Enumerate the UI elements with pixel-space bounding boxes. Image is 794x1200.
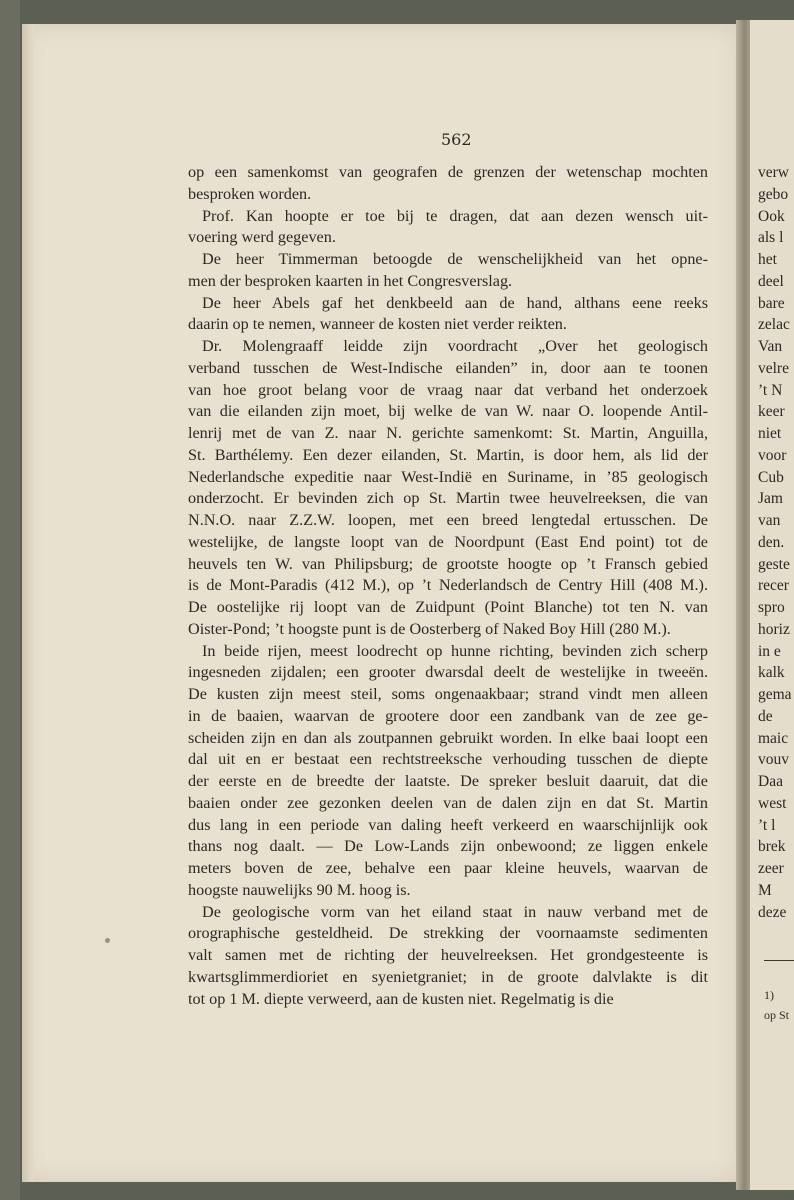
text-line: voering werd gegeven. <box>188 228 336 247</box>
book-gutter <box>736 20 750 1190</box>
facing-page-line: bare <box>758 294 785 312</box>
facing-page-line: vouv <box>758 751 789 769</box>
facing-page-line: brek <box>758 838 786 856</box>
facing-page-footnote <box>764 985 789 1025</box>
text-line: men der besproken kaarten in het Congresverslag. <box>188 271 513 290</box>
text-line: De heer Abels gaf het denkbeeld aan de hand, althans eene reeks <box>202 293 708 312</box>
text-line: dal uit en er bestaat een rechtstreeksche verhouding tusschen de diepte <box>188 750 708 769</box>
facing-page-line: velre <box>758 359 789 377</box>
text-line: heuvels ten W. van Philipsburg; de grootste hoogte op ’t Fransch gebied <box>188 554 708 573</box>
text-line: meters boven de zee, behalve een paar kleine heuvels, waarvan de <box>188 859 708 877</box>
text-line: in de baaien, waarvan de grootere door een zandbank van de zee ge- <box>188 706 708 725</box>
facing-page-text <box>758 162 794 923</box>
paragraph <box>188 641 708 902</box>
text-line: N.N.O. naar Z.Z.W. loopen, met een breed lengtedal ertusschen. De <box>188 511 708 529</box>
body-text <box>188 162 708 1010</box>
facing-page-line: keer <box>758 403 785 421</box>
facing-page-line: Cub <box>758 468 784 486</box>
text-line: De oostelijke rij loopt van de Zuidpunt (Point Blanche) tot ten N. van <box>188 598 708 616</box>
text-line: valt samen met de richting der heuvelreeksen. Het grondgesteente is <box>188 946 708 964</box>
text-line: ingesneden zijdalen; een grooter dwarsdal deelt de westelijke in tweeën. <box>188 663 708 682</box>
facing-page-line: ’t N <box>758 381 783 399</box>
page-edge <box>22 24 34 1182</box>
facing-page-line: deel <box>758 272 784 290</box>
paragraph <box>188 902 708 1011</box>
facing-page-line: Ook <box>758 207 785 225</box>
paper-speck <box>105 938 110 943</box>
facing-page-line: geste <box>758 555 790 573</box>
facing-footnote-line: op St <box>764 1008 790 1022</box>
text-line: kwartsglimmerdioriet en syenietgraniet; in de groote dalvlakte is dit <box>188 967 708 986</box>
text-line: westelijke, de langste loopt van de Noordpunt (East End point) tot de <box>188 532 708 551</box>
text-line: De kusten zijn meest steil, soms ongenaakbaar; strand vindt men alleen <box>188 685 708 703</box>
text-line: dus lang in een periode van daling heeft verkeerd en waarschijnlijk ook <box>188 815 708 834</box>
facing-footnote-line: 1) <box>764 988 774 1002</box>
text-line: In beide rijen, meest loodrecht op hunne richting, bevinden zich scherp <box>202 641 708 660</box>
text-line: scheiden zijn en dan als zoutpannen gebruikt worden. In elke baai loopt een <box>188 728 708 747</box>
text-line: De geologische vorm van het eiland staat in nauw verband met de <box>202 902 708 921</box>
text-line: St. Barthélemy. Een dezer eilanden, St. Martin, is door hem, als lid der <box>188 445 708 464</box>
text-line: daarin op te nemen, wanneer de kosten niet verder reikten. <box>188 315 567 334</box>
facing-page-line: het <box>758 251 777 268</box>
text-line: baaien onder zee gezonken deelen van de dalen zijn en dat St. Martin <box>188 793 708 812</box>
text-line: onderzocht. Er bevinden zich op St. Martin twee heuvelreeksen, die van <box>188 489 708 508</box>
text-line: is de Mont-Paradis (412 M.), op ’t Nederlandsch de Centry Hill (408 M.). <box>188 576 708 595</box>
background-left <box>0 0 20 1200</box>
facing-page-line: deze <box>758 903 787 921</box>
text-line: thans nog daalt. — De Low-Lands zijn onbewoond; ze liggen enkele <box>188 837 708 856</box>
text-line: De heer Timmerman betoogde de wenschelijkheid van het opne- <box>202 250 708 268</box>
facing-page-line: recer <box>758 577 789 595</box>
facing-page-line: in e <box>758 642 781 660</box>
text-line: lenrij met de van Z. naar N. gerichte samenkomt: St. Martin, Anguilla, <box>188 424 708 442</box>
facing-page-line: zeer <box>758 860 784 877</box>
facing-page-line: M <box>758 881 772 899</box>
facing-page-line: spro <box>758 599 785 616</box>
paragraph <box>188 206 708 250</box>
facing-page-line: kalk <box>758 664 785 682</box>
text-line: Oister-Pond; ’t hoogste punt is de Oosterberg of Naked Boy Hill (280 M.). <box>188 619 671 638</box>
text-line: op een samenkomst van geografen de grenzen der wetenschap mochten <box>188 163 708 181</box>
facing-page-line: de <box>758 707 773 725</box>
facing-page-line: gebo <box>758 185 789 203</box>
text-line: tot op 1 M. diepte verweerd, aan de kusten niet. Regelmatig is die <box>188 989 614 1008</box>
text-line: Nederlandsche expeditie naar West-Indië en Suriname, in ’85 geologisch <box>188 467 708 486</box>
facing-page-line: gema <box>758 686 792 703</box>
facing-page-line: Van <box>758 338 783 355</box>
text-line: van die eilanden zijn moet, bij welke de van W. naar O. loopende Antil- <box>188 402 708 421</box>
facing-page-line: horiz <box>758 620 790 638</box>
paragraph <box>188 162 708 206</box>
facing-page-line: als l <box>758 229 784 247</box>
facing-page-line: den. <box>758 533 785 551</box>
paragraph <box>188 293 708 337</box>
footnote-rule <box>764 960 794 961</box>
paragraph <box>188 249 708 293</box>
text-line: Dr. Molengraaff leidde zijn voordracht „Over het geologisch <box>202 337 708 355</box>
facing-page-line: zelac <box>758 316 790 334</box>
facing-page-line: maic <box>758 729 789 747</box>
facing-page-line: Daa <box>758 773 783 790</box>
text-line: der eerste en de breedte der laatste. De spreker besluit daaruit, dat die <box>188 772 708 790</box>
facing-page-line: van <box>758 512 781 529</box>
text-line: verband tusschen de West-Indische eilanden” in, door aan te toonen <box>188 358 708 377</box>
text-line: van hoe groot belang voor de vraag naar dat verband het onderzoek <box>188 380 708 399</box>
facing-page-line: west <box>758 794 787 812</box>
facing-page-line: ’t l <box>758 816 776 834</box>
text-line: besproken worden. <box>188 184 312 203</box>
facing-page-line: niet <box>758 425 782 442</box>
facing-page-line: voor <box>758 446 787 464</box>
page-number: 562 <box>441 130 472 149</box>
facing-page-line: Jam <box>758 490 783 508</box>
text-line: orographische gesteldheid. De strekking der voornaamste sedimenten <box>188 924 708 943</box>
facing-page-line: verw <box>758 164 789 181</box>
text-line: hoogste nauwelijks 90 M. hoog is. <box>188 880 411 899</box>
paragraph <box>188 336 708 641</box>
text-line: Prof. Kan hoopte er toe bij te dragen, dat aan dezen wensch uit- <box>202 206 708 225</box>
